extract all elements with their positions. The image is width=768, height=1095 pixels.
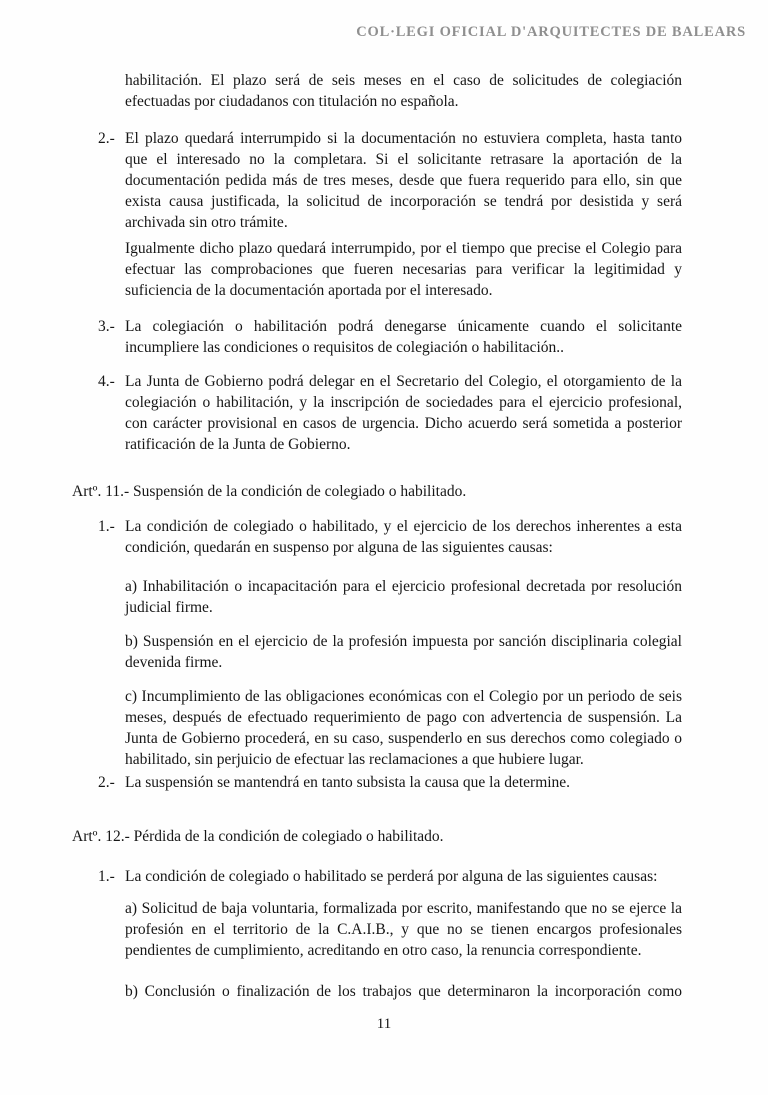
item-text: La Junta de Gobierno podrá delegar en el Secretario del Colegio, el otorgamiento de la colegiación o habilitación, y la inscripción de sociedades para el ejercicio profesional, con carácter provisional en casos de urgencia. Dicho acuerdo será sometida a posterior ratificación de la Junta de Gobierno. — [125, 373, 682, 453]
numbered-item — [98, 316, 682, 358]
lettered-item-b-truncated: b) Conclusión o finalización de los trabajos que determinaron la incorporación como — [125, 983, 682, 1000]
item-text: La condición de colegiado o habilitado, y el ejercicio de los derechos inherentes a esta condición, quedarán en suspenso por alguna de las siguientes causas: — [125, 518, 682, 556]
numbered-item — [98, 128, 682, 233]
numbered-item — [98, 772, 682, 793]
letterhead-title: COL·LEGI OFICIAL D'ARQUITECTES DE BALEARS — [356, 24, 746, 40]
page-number: 11 — [376, 1016, 392, 1032]
lettered-item-c: c) Incumplimiento de las obligaciones económicas con el Colegio por un periodo de seis meses, después de efectuado requerimiento de pago con advertencia de suspensión. La Junta de Gobierno procederá, en su caso, suspenderlo en sus derechos como colegiado o habilitado, sin perjuicio de efectuar las reclamaciones a que hubiere lugar. — [125, 688, 682, 768]
item-number: 3.- — [98, 318, 115, 335]
lettered-item-b: b) Suspensión en el ejercicio de la profesión impuesta por sanción disciplinaria colegial devenida firme. — [125, 633, 682, 671]
item-number: 1.- — [98, 868, 115, 885]
item-number: 4.- — [98, 373, 115, 390]
article-heading-12: Artº. 12.- Pérdida de la condición de colegiado o habilitado. — [72, 828, 444, 845]
paragraph-continuation: habilitación. El plazo será de seis meses en el caso de solicitudes de colegiación efectuadas por ciudadanos con titulación no española. — [125, 72, 682, 110]
numbered-item — [98, 516, 682, 558]
item-text: El plazo quedará interrumpido si la documentación no estuviera completa, hasta tanto que el interesado no la completara. Si el solicitante retrasare la aportación de la documentación pedida más de tres meses, desde que fuera requerido para ello, sin que exista causa justificada, la solicitud de incorporación se tendrá por desistida y será archivada sin otro trámite. — [125, 130, 682, 231]
item-text: La condición de colegiado o habilitado se perderá por alguna de las siguientes causas: — [125, 868, 658, 885]
lettered-item-a: a) Inhabilitación o incapacitación para el ejercicio profesional decretada por resolución judicial firme. — [125, 578, 682, 616]
paragraph: Igualmente dicho plazo quedará interrumpido, por el tiempo que precise el Colegio para efectuar las comprobaciones que fueren necesarias para verificar la legitimidad y suficiencia de la documentación aportada por el interesado. — [125, 240, 682, 299]
item-number: 2.- — [98, 130, 115, 147]
item-number: 1.- — [98, 518, 115, 535]
item-text: La colegiación o habilitación podrá denegarse únicamente cuando el solicitante incumpliere las condiciones o requisitos de colegiación o habilitación.. — [125, 318, 682, 356]
numbered-item — [98, 371, 682, 455]
lettered-item-a: a) Solicitud de baja voluntaria, formalizada por escrito, manifestando que no se ejerce la profesión en el territorio de la C.A.I.B., y que no se tienen encargos profesionales pendientes de cumplimiento, acreditando en otro caso, la renuncia correspondiente. — [125, 900, 682, 959]
numbered-item — [98, 866, 682, 887]
item-text: La suspensión se mantendrá en tanto subsista la causa que la determine. — [125, 774, 571, 791]
item-number: 2.- — [98, 774, 115, 791]
article-heading-11: Artº. 11.- Suspensión de la condición de colegiado o habilitado. — [72, 483, 467, 500]
